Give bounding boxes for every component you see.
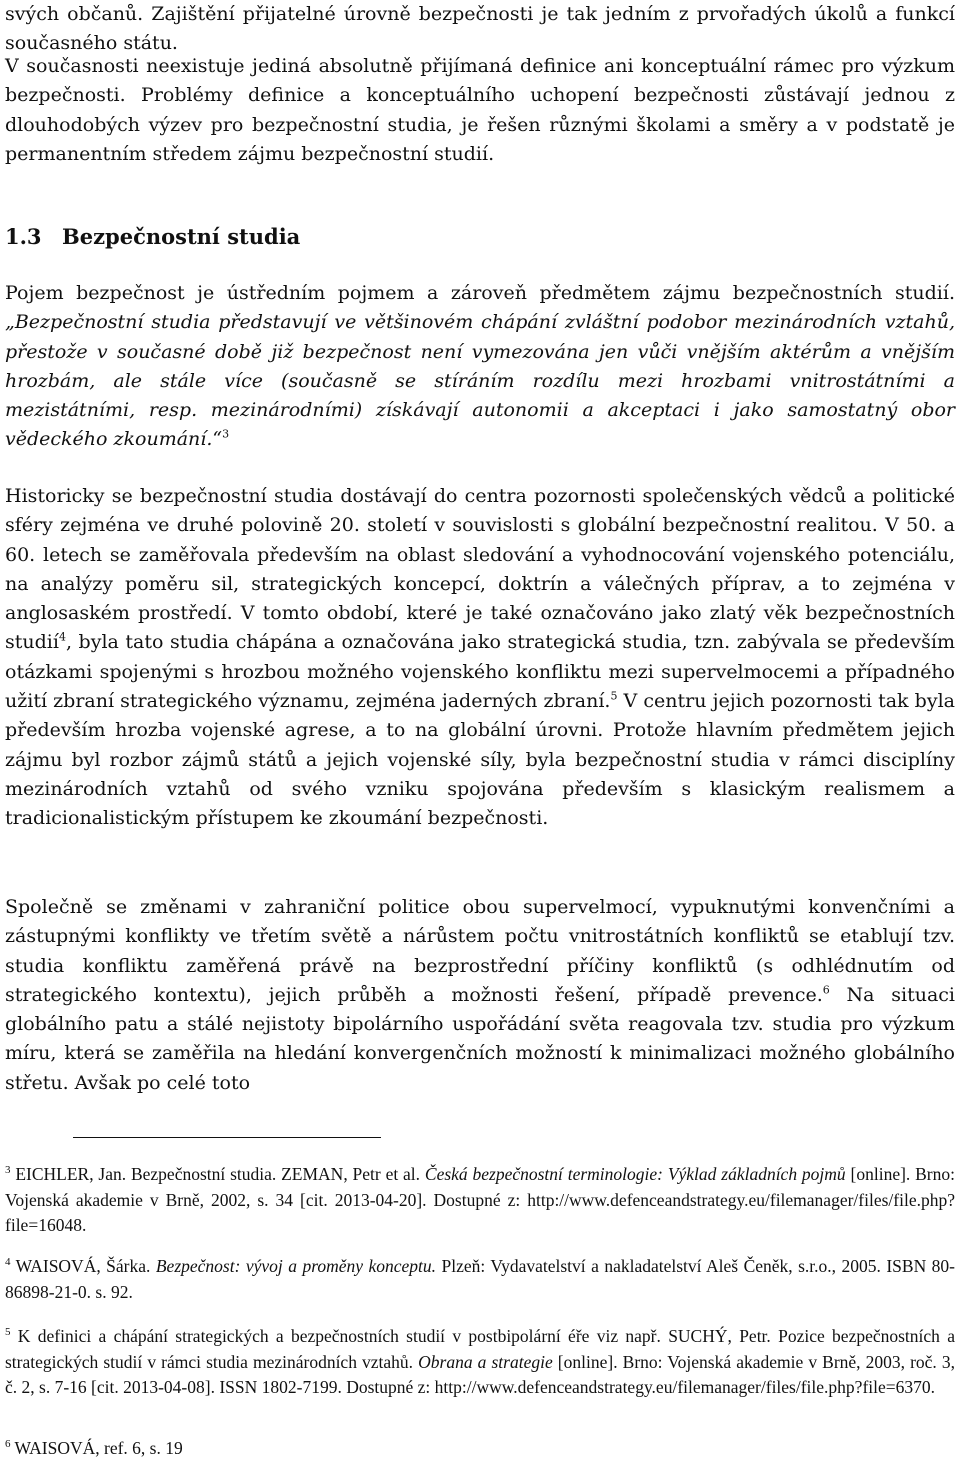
footnote-number: 6 (5, 1438, 11, 1451)
footnote-text: Plzeň: Vydavatelství a nakladatelství Aleš Čeněk, s.r.o., 2005. ISBN 80-86898-21-0. s. 92. (5, 1256, 955, 1302)
quotation: „Bezpečnostní studia představují ve většinovém chápání zvláštní podobor mezinárodních vztahů, přestože v současné době již bezpečnost není vymezována jen vůči vnějším aktérům a vnějším hrozbám, ale stále více (současně se stíráním rozdílu mezi hrozbami vnitrostátními a mezistátními, resp. mezinárodními) získávají autonomii a akceptaci i jako samostatný obor vědeckého zkoumání.“ (5, 311, 955, 451)
paragraph-conflict-text-2: Na situaci globálního patu a stálé nejistoty bipolárního uspořádání světa reagovala tzv. studia pro výzkum míru, která se zaměřila na hledání konvergenčních možností k minimalizaci možného globálního střetu. Avšak po celé toto (5, 983, 955, 1094)
paragraph-concept (5, 279, 955, 455)
footnote-number: 3 (5, 1164, 11, 1177)
paragraph-history-text-1: Historicky se bezpečnostní studia dostávají do centra pozornosti společenských vědců a politické sféry zejména ve druhé polovině 20. století v souvislosti s globální bezpečnostní realitou. V 50. a 60. letech se zaměřovala především na oblast sledování a vyhodnocování vojenského potenciálu, na analýzy poměru sil, strategických koncepcí, doktrín a válečných příprav, a to zejména v anglosaském prostředí. V tomto období, které je také označováno jako zlatý věk bezpečnostních studií (5, 485, 955, 654)
paragraph-definition (5, 52, 955, 169)
footnote-title: Česká bezpečnostní terminologie: Výklad základních pojmů (424, 1164, 846, 1184)
paragraph-history-text-3: V centru jejich pozornosti tak byla především hrozba vojenské agrese, a to na globální úrovni. Protože hlavním předmětem jejich zájmu byl rozbor zájmů států a jejich vojenské síly, byla bezpečnostní studia v rámci disciplíny mezinárodních vztahů od svého vzniku spojována především s klasickým realismem a tradicionalistickým přístupem ke zkoumání bezpečnosti. (5, 690, 955, 830)
footnote-6 (5, 1436, 955, 1462)
footnote-title: Bezpečnost: vývoj a proměny konceptu. (155, 1256, 437, 1276)
footnote-title: Obrana a strategie (418, 1351, 553, 1372)
footnote-text: [online]. Brno: Vojenská akademie v Brně, 2002, s. 34 [cit. 2013-04-20]. Dostupné z: http://www.defenceandstrategy.eu/filemanager/files/file.php?file=16048. (5, 1164, 955, 1235)
paragraph-concept-text: Pojem bezpečnost je ústředním pojmem a zároveň předmětem zájmu bezpečnostních studií. (5, 282, 955, 304)
section-number: 1.3 (5, 224, 42, 249)
footnote-number: 4 (5, 1256, 11, 1269)
paragraph-intro (5, 0, 955, 59)
paragraph-history-text-2: , byla tato studia chápána a označována jako strategická studia, tzn. zabývala se především otázkami spojenými s hrozbou možného vojenského konfliktu mezi supervelmocemi a případného užití zbraní strategického významu, zejména jaderných zbraní. (5, 631, 955, 713)
footnote-text: [online]. Brno: Vojenská akademie v Brně, 2003, roč. 3, č. 2, s. 7-16 [cit. 2013-04-08]. ISSN 1802-7199. Dostupné z: http://www.defenceandstrategy.eu/filemanager/files/file.php?file=6370. (5, 1351, 955, 1397)
footnote-separator (73, 1137, 381, 1138)
footnote-text: WAISOVÁ, Šárka. (10, 1256, 156, 1276)
paragraph-conflict-text-1: Společně se změnami v zahraniční politice obou supervelmocí, vypuknutými konvenčními a zástupnými konflikty ve třetím světě a nárůstem počtu vnitrostátních konfliktů se etablují tzv. studia konfliktu zaměřená právě na bezprostřední příčiny konfliktů (s odhlédnutím od strategického kontextu), jejich průběh a možnosti řešení, případě prevence. (5, 896, 955, 1006)
section-heading (5, 224, 955, 249)
footnote-ref-4[interactable]: 4 (58, 631, 66, 645)
paragraph-history (5, 482, 955, 834)
footnote-ref-6[interactable]: 6 (822, 983, 830, 997)
footnote-4 (5, 1254, 955, 1305)
paragraph-definition-text: V současnosti neexistuje jediná absolutně přijímaná definice ani konceptuální rámec pro výzkum bezpečnosti. Problémy definice a konceptuálního uchopení bezpečnosti zůstávají jednou z dlouhodobých výzev pro bezpečnostní studia, je řešen různými školami a směry a v podstatě je permanentním středem zájmu bezpečnostní studií. (5, 55, 955, 165)
footnote-5 (5, 1324, 955, 1401)
footnote-text: EICHLER, Jan. Bezpečnostní studia. ZEMAN, Petr et al. (10, 1164, 425, 1184)
section-title: Bezpečnostní studia (62, 224, 301, 249)
paragraph-conflict (5, 893, 955, 1098)
footnote-text: K definici a chápání strategických a bezpečnostních studií v postbipolární éře viz např. SUCHÝ, Petr. Pozice bezpečnostních a strategických studií v rámci studia mezinárodních vztahů. (5, 1326, 955, 1372)
footnote-text: WAISOVÁ, ref. 6, s. 19 (10, 1438, 183, 1458)
paragraph-intro-text: svých občanů. Zajištění přijatelné úrovně bezpečnosti je tak jedním z prvořadých úkolů a funkcí současného státu. (5, 3, 955, 55)
footnote-ref-3[interactable]: 3 (222, 428, 230, 442)
footnote-ref-5[interactable]: 5 (610, 689, 618, 703)
footnote-number: 5 (5, 1326, 11, 1339)
footnote-3 (5, 1162, 955, 1239)
